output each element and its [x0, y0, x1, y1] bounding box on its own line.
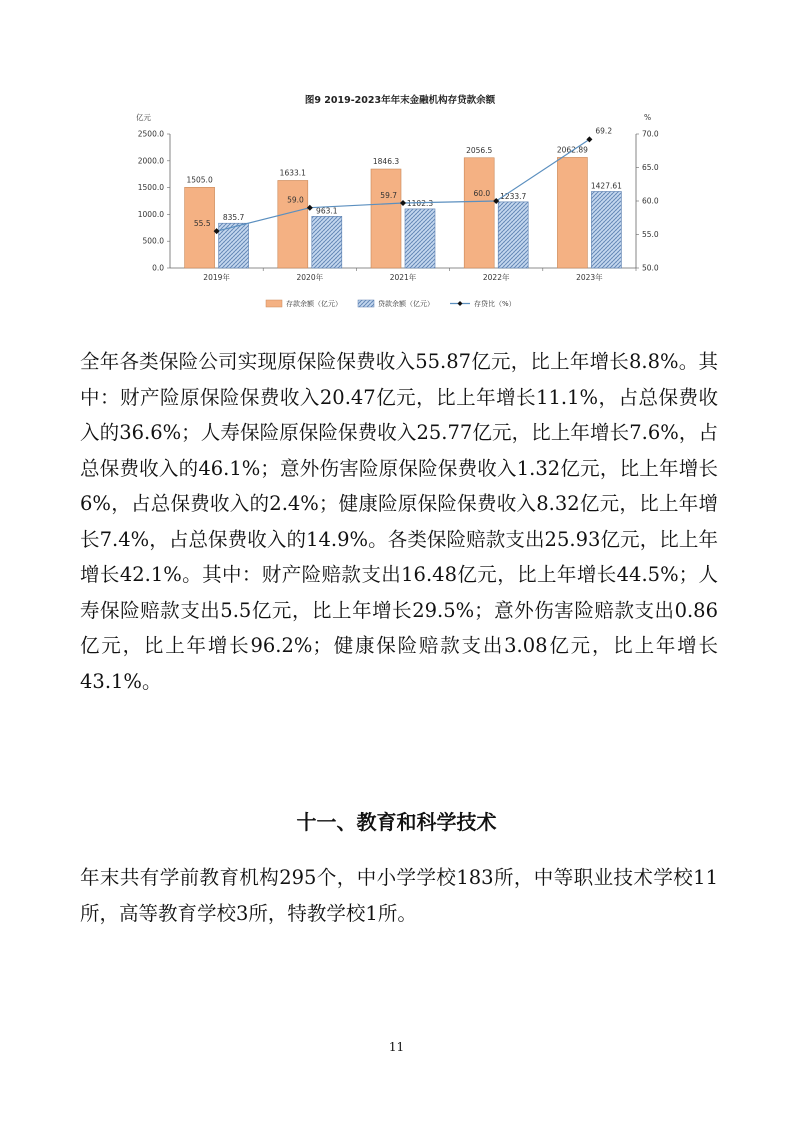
- deposit-bar: [371, 169, 401, 268]
- loan-data-label: 835.7: [222, 213, 245, 223]
- deposit-bar: [464, 158, 494, 268]
- loan-data-label: 1102.3: [406, 198, 434, 208]
- page-number: 11: [388, 1040, 405, 1054]
- left-tick-label: 500.0: [142, 236, 164, 246]
- deposit-data-label: 2056.5: [466, 145, 493, 155]
- loan-data-label: 1427.61: [590, 181, 622, 191]
- x-tick-label: 2023年: [576, 273, 603, 282]
- deposit-bar: [557, 157, 587, 268]
- legend-deposit-label: 存款余额（亿元）: [286, 300, 342, 308]
- legend-loan-label: 贷款余额（亿元）: [378, 300, 434, 308]
- loan-data-label: 963.1: [316, 206, 338, 216]
- paragraph-education: 年末共有学前教育机构295个，中小学学校183所，中等职业技术学校11所，高等教育学校3所，特教学校1所。: [80, 866, 718, 925]
- ratio-data-label: 55.5: [193, 219, 211, 229]
- loan-bar: [591, 191, 621, 268]
- x-tick-label: 2022年: [482, 273, 510, 282]
- left-axis-unit: 亿元: [136, 113, 151, 122]
- legend-loan-swatch: [358, 300, 374, 307]
- left-tick-label: 2000.0: [137, 156, 164, 166]
- left-tick-label: 0.0: [152, 263, 164, 273]
- loan-data-label: 1233.7: [500, 191, 527, 201]
- right-tick-label: 70.0: [642, 129, 659, 139]
- right-tick-label: 50.0: [642, 263, 659, 273]
- x-tick-label: 2020年: [296, 273, 324, 282]
- ratio-data-label: 69.2: [595, 126, 613, 136]
- right-tick-label: 65.0: [642, 163, 659, 172]
- ratio-data-label: 59.0: [287, 195, 304, 205]
- loan-bar: [498, 202, 528, 268]
- x-tick-label: 2019年: [203, 273, 230, 282]
- chart-title: 图9 2019-2023年年末金融机构存贷款余额: [304, 95, 496, 106]
- ratio-data-label: 59.7: [380, 191, 397, 201]
- legend-ratio-label: 存贷比（%）: [474, 300, 516, 308]
- left-tick-label: 1000.0: [137, 209, 164, 219]
- deposit-data-label: 1846.3: [372, 157, 400, 167]
- deposit-data-label: 1505.0: [186, 175, 213, 185]
- loan-bar: [312, 216, 342, 268]
- ratio-data-label: 60.0: [473, 189, 491, 198]
- right-tick-label: 60.0: [642, 196, 659, 206]
- ratio-line: [217, 139, 590, 231]
- deposit-data-label: 1633.1: [279, 168, 306, 178]
- right-tick-label: 55.0: [642, 230, 659, 239]
- deposit-data-label: 2062.89: [556, 145, 588, 155]
- legend-deposit-swatch: [266, 300, 282, 307]
- section-heading: 十一、教育和科学技术: [296, 810, 497, 834]
- paragraph-insurance: 全年各类保险公司实现原保险保费收入55.87亿元，比上年增长8.8%。其中：财产险原保险保费收入20.47亿元，比上年增长11.1%，占总保费收入的36.6%；人寿保险原保险保费收入25.77亿元，比上年增长7.6%，占总保费收入的46.1%；意外伤害险原保险保费收入1.32亿元，比上年增长6%，占总保费收入的2.4%；健康险原保险保费收入8.32亿元，比上年增长7.4%，占总保费收入的14.9%。各类保险赔款支出25.93亿元，比上年增长42.1%。其中：财产险赔款支出16.48亿元，比上年增长44.5%；人寿保险赔款支出5.5亿元，比上年增长29.5%；意外伤害险赔款支出0.86亿元，比上年增长96.2%；健康保险赔款支出3.08亿元，比上年增长43.1%。: [80, 350, 718, 693]
- deposit-bar: [278, 180, 308, 268]
- left-tick-label: 2500.0: [137, 129, 164, 139]
- legend-ratio-marker: [458, 301, 463, 306]
- right-axis-unit: %: [644, 113, 652, 122]
- x-tick-label: 2021年: [389, 273, 417, 282]
- deposit-loan-chart: [118, 88, 678, 318]
- left-tick-label: 1500.0: [137, 183, 164, 193]
- loan-bar: [405, 209, 435, 268]
